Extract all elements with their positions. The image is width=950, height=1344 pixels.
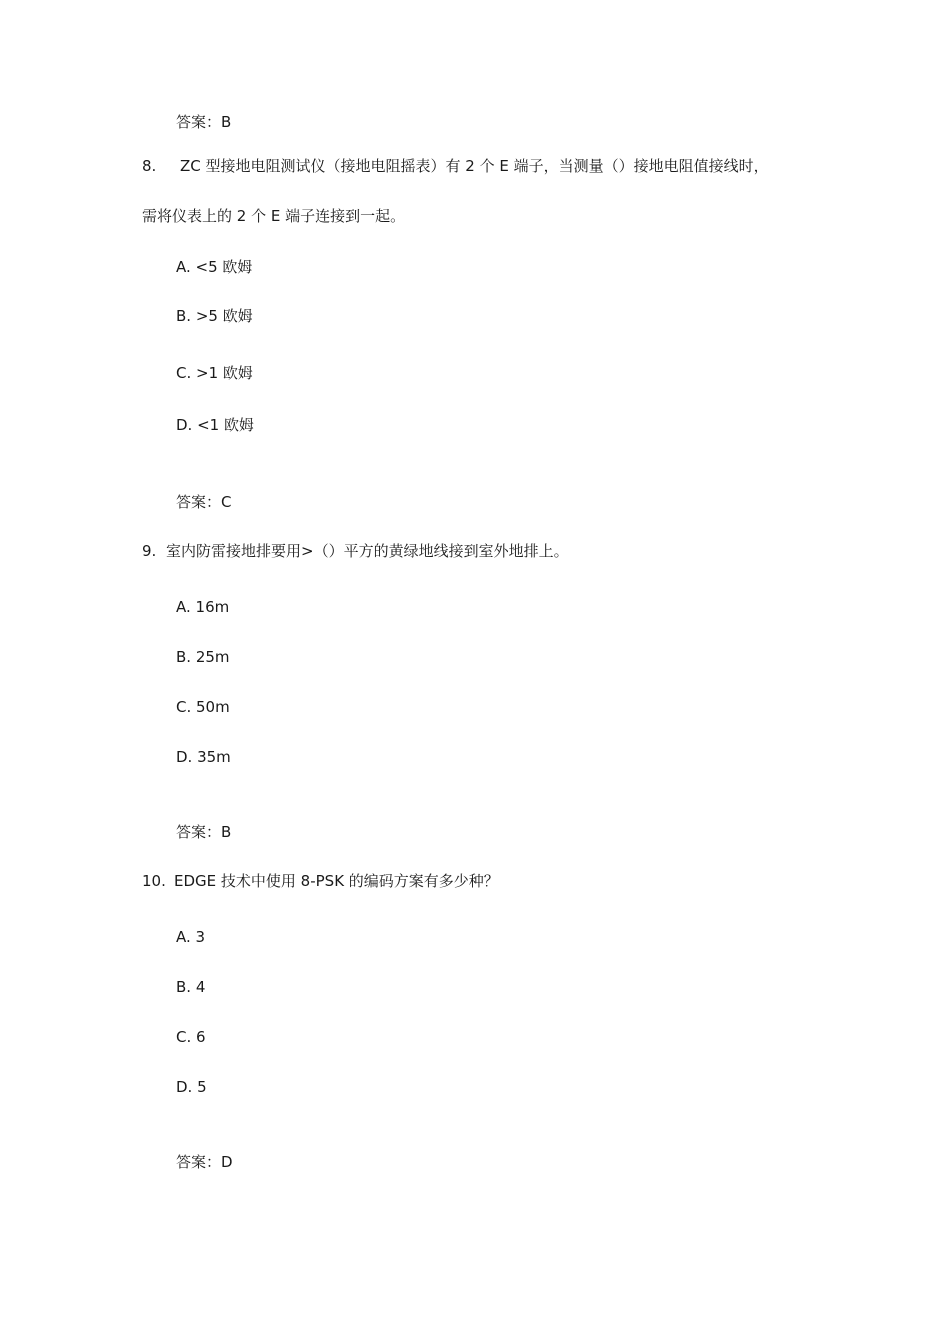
option-a: A. 16m [176,598,230,616]
question-text: 室内防雷接地排要用>（）平方的黄绿地线接到室外地排上。 [166,542,569,560]
option-c: C. 6 [176,1028,206,1046]
option-b: B. 25m [176,648,230,666]
option-a: A. 3 [176,928,206,946]
question-number: 10. [142,872,166,890]
question-text-line1: ZC 型接地电阻测试仪（接地电阻摇表）有 2 个 E 端子，当测量（）接地电阻值接线时， [180,157,769,175]
question-8 [142,156,769,176]
question-number: 9. [142,542,157,560]
question-10 [142,871,499,891]
option-c: C. 50m [176,698,230,716]
option-b: B. >5 欧姆 [176,307,253,325]
question-number: 8. [142,157,157,175]
option-d: D. 35m [176,748,231,766]
question-9 [142,541,569,561]
answer-label: 答案：D [176,1153,233,1171]
answer-label: 答案：B [176,113,232,131]
answer-label: 答案：C [176,493,232,511]
option-d: D. <1 欧姆 [176,416,254,434]
option-a: A. <5 欧姆 [176,258,253,276]
question-text-line2: 需将仪表上的 2 个 E 端子连接到一起。 [142,207,406,225]
option-b: B. 4 [176,978,206,996]
option-d: D. 5 [176,1078,207,1096]
answer-label: 答案：B [176,823,232,841]
question-text: EDGE 技术中使用 8-PSK 的编码方案有多少种？ [174,872,499,890]
option-c: C. >1 欧姆 [176,364,253,382]
